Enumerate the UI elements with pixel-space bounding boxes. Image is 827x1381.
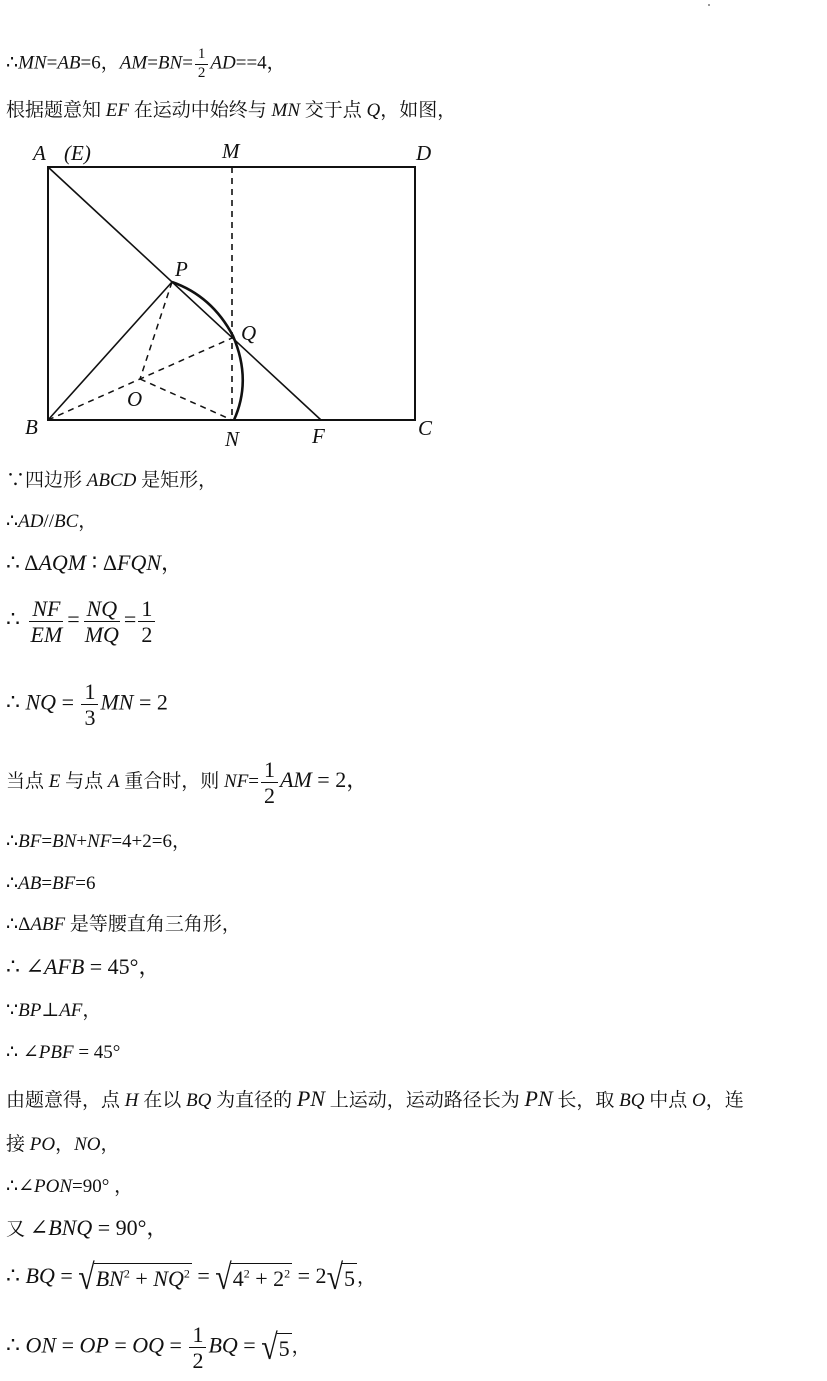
segment-bp: [48, 282, 172, 420]
label-f: F: [312, 424, 325, 448]
label-m: M: [222, 139, 240, 163]
label-b: B: [25, 415, 38, 439]
line-9: ∴BF=BN+NF=4+2=6，: [6, 831, 191, 852]
label-p: P: [175, 257, 188, 281]
line-17: ∴∠PON=90° ，: [6, 1176, 134, 1197]
label-c: C: [418, 416, 433, 440]
fraction-half: $\frac{1}{2}$: [261, 758, 278, 807]
segment-po-dashed: [140, 282, 172, 379]
line-20: ∴ ON = OP = OQ = $\frac{1}{2}$ BQ = √ 5 ，: [6, 1322, 311, 1374]
label-o: O: [127, 387, 143, 411]
line-4: ∴AD//BC，: [6, 511, 98, 532]
fraction-third: $\frac{1}{3}$: [81, 680, 98, 729]
line-15: 由题意得，点 H 在以 BQ 为直径的 PN 上运动，运动路径长为 PN 长，取 BQ 中点 O，连: [6, 1086, 744, 1111]
label-e: (E): [64, 141, 91, 165]
segment-on-dashed: [140, 379, 232, 420]
label-a: A: [33, 141, 46, 165]
sqrt-5: √ 5: [261, 1327, 290, 1367]
label-q: Q: [241, 321, 257, 345]
line-19: ∴ BQ = √ $BN^2 + NQ^2$ = √ $4^2 + 2^2$ = 2 √ 5 ，: [6, 1257, 377, 1298]
fraction: $\frac{1}{2}$: [195, 47, 209, 82]
line-18: 又 ∠BNQ = 90°，: [6, 1215, 169, 1240]
line-12: ∴ ∠AFB = 45°，: [6, 954, 161, 979]
label-n: N: [225, 427, 240, 451]
line-8: 当点 E 与点 A 重合时，则 NF= $\frac{1}{2}$ AM = 2，: [6, 757, 369, 809]
fraction-nq-mq: $\frac{NQ}{MQ}$: [84, 596, 119, 648]
sqrt-5: √ 5: [326, 1257, 356, 1298]
line-1: ∴MN=AB=6，AM=BN= $\frac{1}{2}$ AD==4，: [6, 46, 286, 81]
line-6: ∴ $\frac{NF}{EM}$ = $\frac{NQ}{MQ}$ = $\frac{1}{2}$: [6, 597, 157, 646]
line-11: ∴ΔABF 是等腰直角三角形，: [6, 914, 241, 935]
segment-af: [48, 167, 321, 420]
fraction-half: $\frac{1}{2}$: [138, 597, 155, 646]
corner-mark: [708, 4, 710, 6]
line-2: 根据题意知 EF 在运动中始终与 MN 交于点 Q，如图，: [6, 100, 457, 121]
geometry-figure: [0, 130, 460, 460]
line-10: ∴AB=BF=6: [6, 873, 96, 894]
line-3: ∵四边形 ABCD 是矩形，: [6, 470, 218, 491]
sqrt-4-2: √ $4^2 + 2^2$: [215, 1257, 291, 1298]
sqrt-bn-nq: √ $BN^2 + NQ^2$: [78, 1257, 190, 1298]
line-7: ∴ NQ = $\frac{1}{3}$ MN = 2: [6, 679, 168, 731]
fraction-nf-em: $\frac{NF}{EM}$: [30, 596, 63, 648]
fraction-half: $\frac{1}{2}$: [189, 1323, 206, 1372]
line-13: ∵BP⊥AF，: [6, 1000, 102, 1021]
line-16: 接 PO，NO，: [6, 1134, 120, 1155]
line-5: ∴ ΔAQM ∶ ΔFQN，: [6, 550, 184, 575]
label-d: D: [416, 141, 432, 165]
line-14: ∴ ∠PBF = 45°: [6, 1042, 121, 1063]
